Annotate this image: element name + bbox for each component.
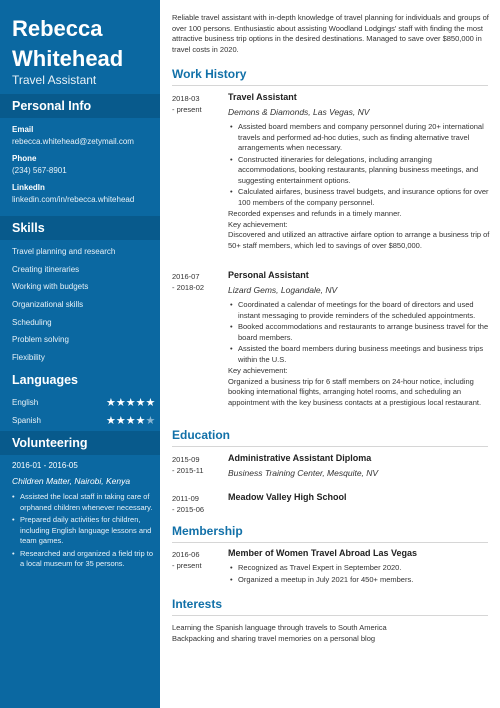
list-item: • Researched and organized a field trip to a local museum for 35 persons. <box>12 549 154 570</box>
entry-body <box>228 92 490 251</box>
key-achievement-label: Key achievement: <box>228 219 288 229</box>
list-item: • Calculated airfares, business travel budgets, and insurance options for over 100 members of the company personnel. <box>228 187 490 208</box>
skill-item: Travel planning and research <box>12 247 116 256</box>
list-item: • Assisted board members and company personnel during 20+ international travels and performed ad-hoc duties, such as finding alternative travel arrangements when necessary. <box>228 122 490 154</box>
language-row-english <box>12 397 156 409</box>
volunteering-org: Children Matter, Nairobi, Kenya <box>12 476 131 486</box>
list-item: • Organized a meetup in July 2021 for 450+ members. <box>228 575 490 586</box>
star-icon: ★ <box>125 415 136 427</box>
list-item: • Prepared daily activities for children, including English language lessons and team games. <box>12 515 154 547</box>
skill-item: Working with budgets <box>12 282 89 291</box>
degree: Administrative Assistant Diploma <box>228 453 372 463</box>
skill-item: Scheduling <box>12 318 52 327</box>
languages-heading: Languages <box>12 373 78 387</box>
phone-value[interactable]: (234) 567-8901 <box>12 166 67 175</box>
job-title: Travel Assistant <box>228 92 297 102</box>
entry-date: 2011-09 - 2015-06 <box>172 494 205 514</box>
skills-heading: Skills <box>0 216 160 240</box>
main-content <box>160 0 500 708</box>
work-history-heading: Work History <box>172 67 488 86</box>
volunteering-heading: Volunteering <box>0 431 160 455</box>
membership-title: Member of Women Travel Abroad Las Vegas <box>228 548 418 558</box>
employer: Lizard Gems, Logandale, NV <box>228 285 338 295</box>
list-item: • Constructed itineraries for delegations, including arranging accommodations, booking restaurants, planning business meetings, and suggesting entertainment options. <box>228 155 490 187</box>
language-name: Spanish <box>12 416 41 425</box>
star-icon: ★ <box>135 397 146 409</box>
rating-stars <box>106 396 155 409</box>
profile-summary: Reliable travel assistant with in-depth knowledge of travel planning for individuals and groups of over 100 persons. Enthusiastic about assisting Woodland Lodgings' staff with finding the most attractive business trip options in the desired destinations. Managed to save over $850,000 in travel costs in 2020. <box>172 13 489 54</box>
star-icon: ★ <box>145 397 156 409</box>
entry-body <box>228 453 490 478</box>
star-icon: ★ <box>135 415 146 427</box>
email-value[interactable]: rebecca.whitehead@zetymail.com <box>12 137 134 146</box>
list-item: • Booked accommodations and restaurants to arrange business travel for the board members. <box>228 322 490 343</box>
skill-item: Problem solving <box>12 335 69 344</box>
job-title: Personal Assistant <box>228 270 309 280</box>
membership-heading: Membership <box>172 524 488 543</box>
key-achievement-label: Key achievement: <box>228 366 288 375</box>
star-icon: ★ <box>145 415 156 427</box>
entry-body <box>228 548 490 586</box>
list-item: • Recognized as Travel Expert in September 2020. <box>228 563 490 574</box>
entry-date: 2018-03 - present <box>172 94 202 114</box>
skill-item: Organizational skills <box>12 300 84 309</box>
job-note: Recorded expenses and refunds in a timely manner. <box>228 209 402 218</box>
employer: Demons & Diamonds, Las Vegas, NV <box>228 107 370 117</box>
linkedin-value[interactable]: linkedin.com/in/rebecca.whitehead <box>12 195 135 204</box>
entry-date: 2016-07 - 2018-02 <box>172 272 205 292</box>
entry-body <box>228 270 490 408</box>
list-item: • Coordinated a calendar of meetings for the board of directors and used instant messaging to provide reminders of the scheduled appointments. <box>228 300 490 321</box>
list-item: • Assisted the local staff in taking care of orphaned children whenever necessary. <box>12 492 154 513</box>
education-heading: Education <box>172 428 488 447</box>
sidebar <box>0 0 160 708</box>
list-item: Learning the Spanish language through travels to South America <box>172 623 387 632</box>
job-bullets <box>228 300 490 365</box>
candidate-title: Travel Assistant <box>12 73 97 87</box>
star-icon: ★ <box>115 415 126 427</box>
membership-bullets <box>228 563 490 585</box>
personal-info-heading: Personal Info <box>0 94 160 118</box>
candidate-name: Rebecca Whitehead <box>12 16 124 71</box>
language-row-spanish <box>12 415 156 427</box>
list-item: • Assisted the board members during business meetings and business trips within the U.S. <box>228 344 490 365</box>
volunteering-bullets <box>12 492 154 572</box>
job-bullets <box>228 122 490 208</box>
star-icon: ★ <box>106 415 116 427</box>
language-name: English <box>12 398 39 407</box>
skill-item: Creating itineraries <box>12 265 80 274</box>
rating-stars <box>106 414 155 427</box>
interests-heading: Interests <box>172 597 488 616</box>
school: Business Training Center, Mesquite, NV <box>228 468 379 478</box>
interests-list <box>172 622 490 644</box>
star-icon: ★ <box>106 397 116 409</box>
phone-label: Phone <box>12 154 37 163</box>
email-label: Email <box>12 125 34 134</box>
entry-date: 2016-06 - present <box>172 550 202 570</box>
volunteering-date: 2016-01 - 2016-05 <box>12 461 78 470</box>
entry-body <box>228 492 490 502</box>
star-icon: ★ <box>115 397 126 409</box>
list-item: Backpacking and sharing travel memories on a personal blog <box>172 634 376 643</box>
key-achievement: Organized a business trip for 6 staff members on 24-hour notice, including booking international flights, arranging hotel rooms, and scheduling an appointment with the key business contacts at a prestigious local restaurant. <box>228 376 482 407</box>
school: Meadow Valley High School <box>228 492 347 502</box>
key-achievement: Discovered and utilized an attractive airfare option to arrange a business trip of 50+ staff members, which led to savings of over $850,000. <box>228 230 490 250</box>
linkedin-label: LinkedIn <box>12 183 45 192</box>
entry-date: 2015-09 - 2015-11 <box>172 455 204 475</box>
skill-item: Flexibility <box>12 353 45 362</box>
star-icon: ★ <box>125 397 136 409</box>
